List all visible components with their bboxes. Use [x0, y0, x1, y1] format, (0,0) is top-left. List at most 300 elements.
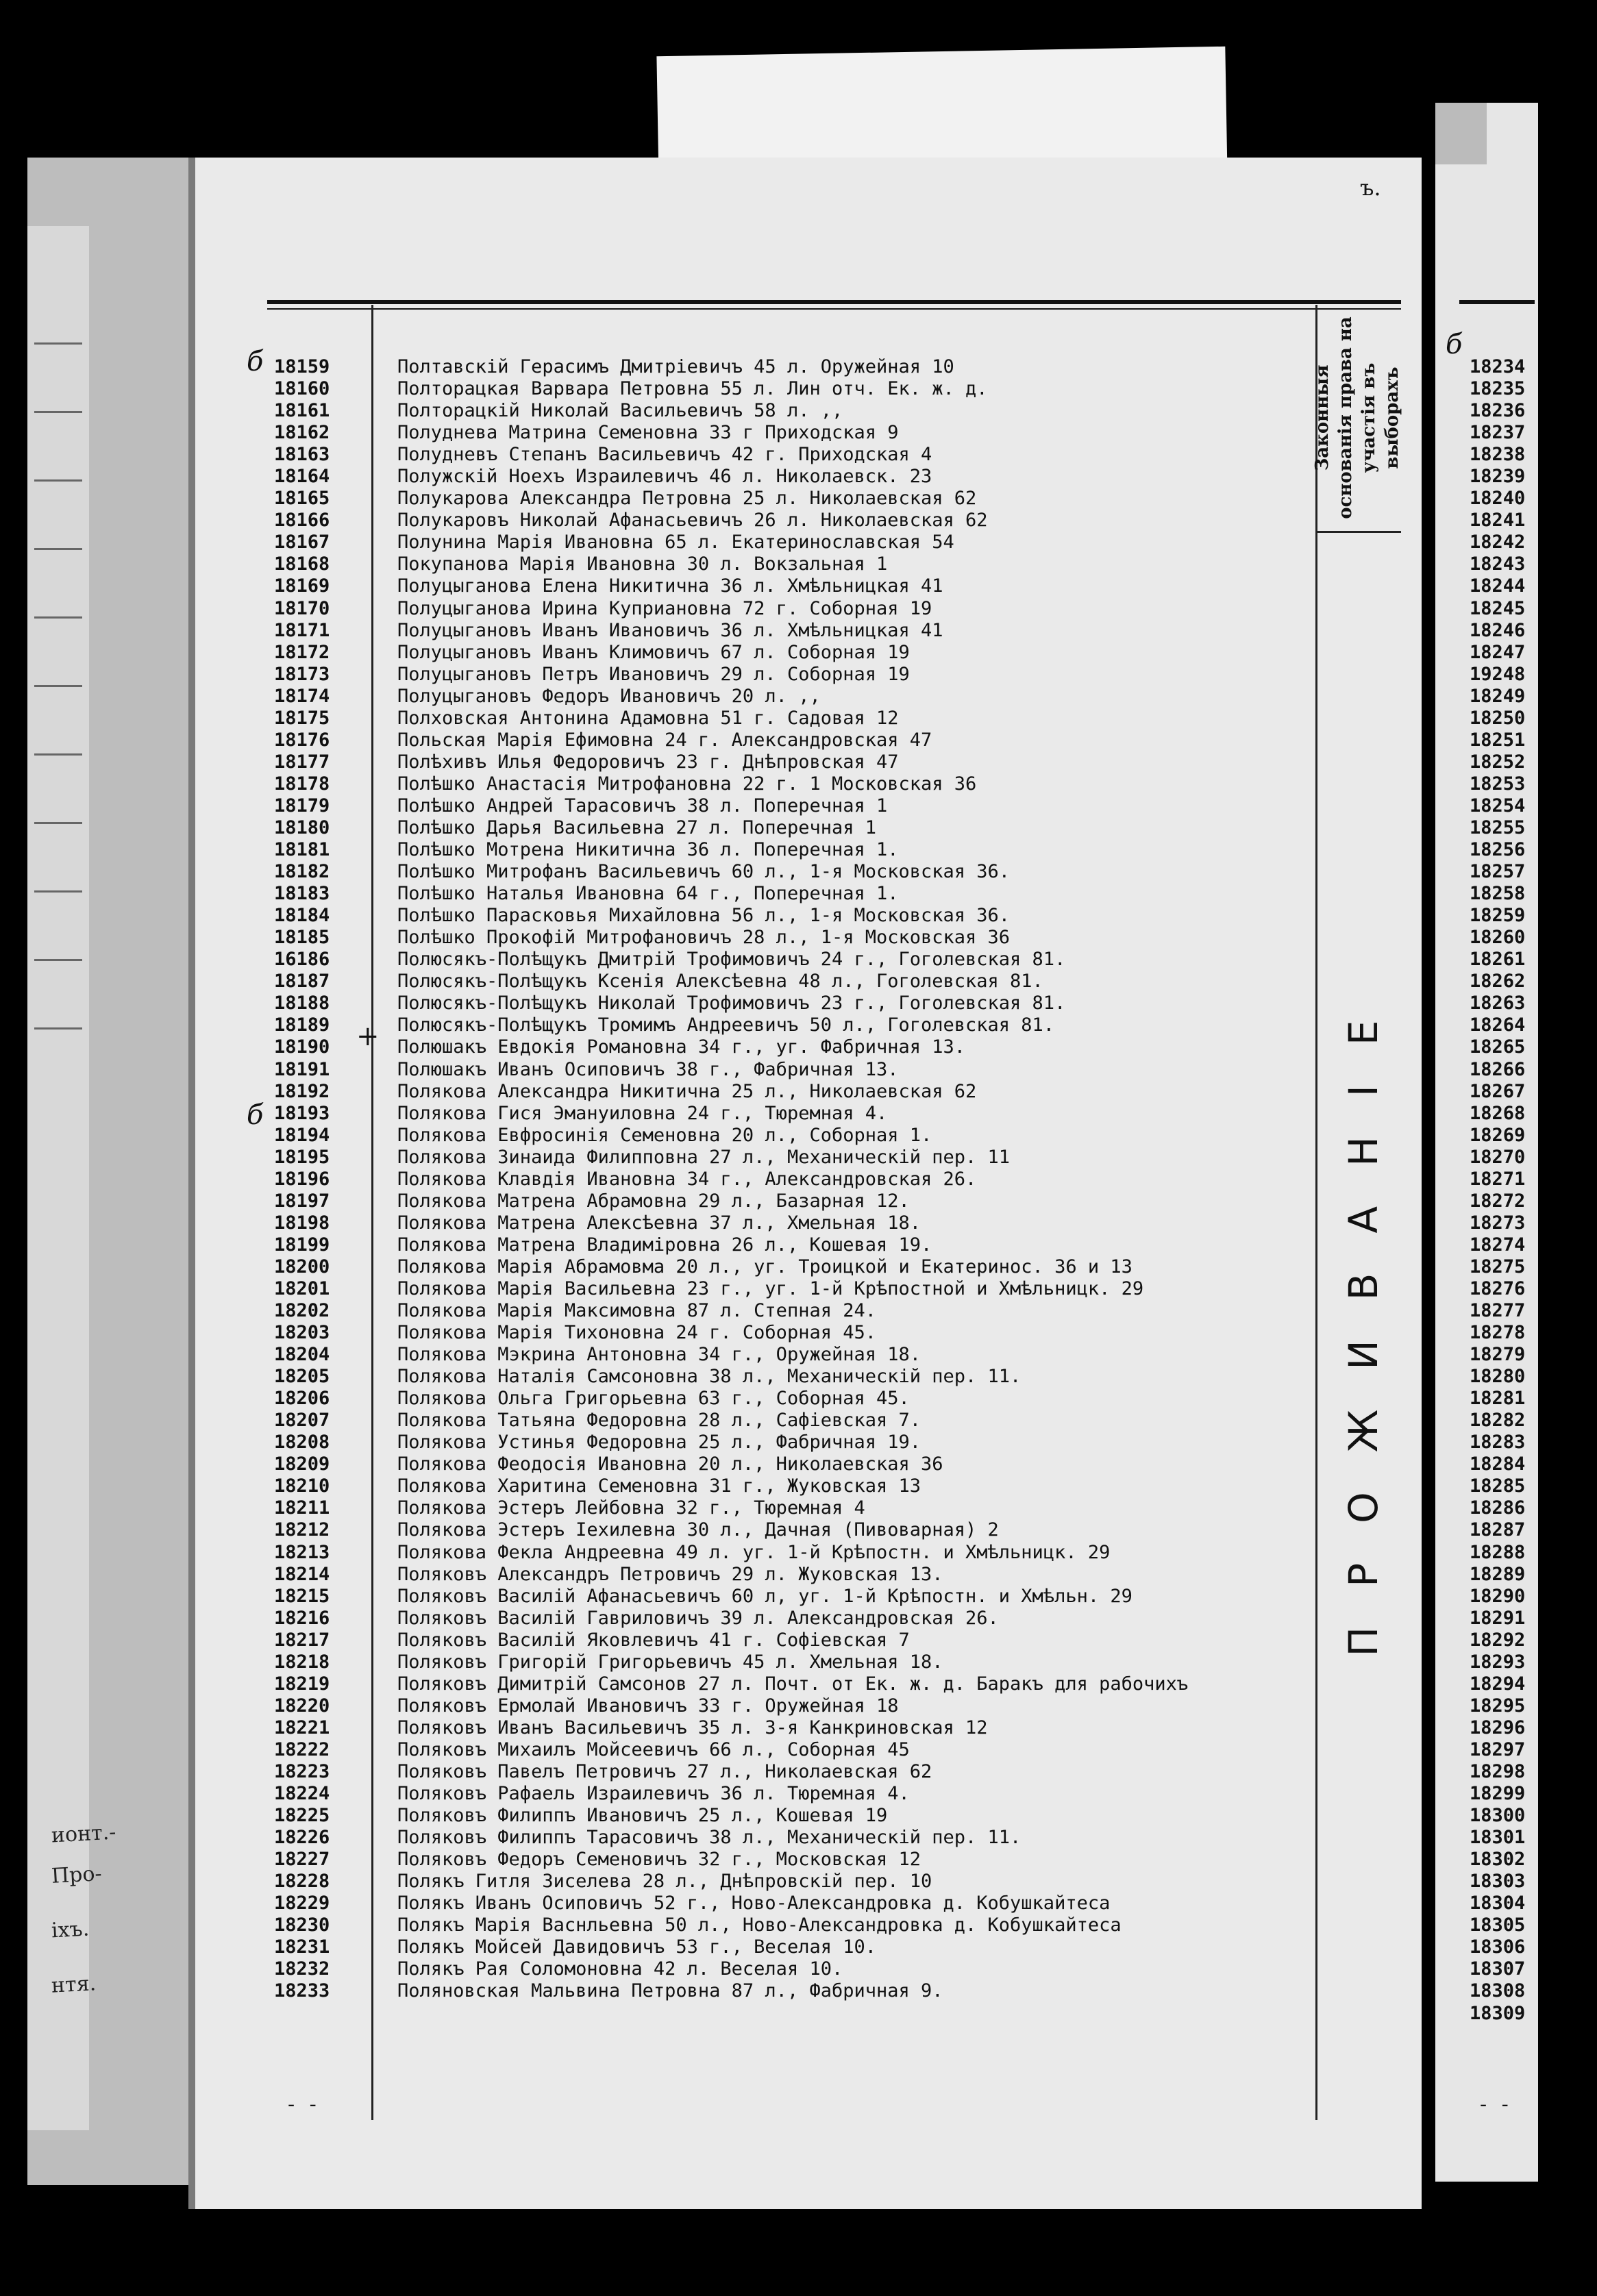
page-edge-line	[34, 685, 82, 687]
right-page-number: 18281	[1470, 1388, 1526, 1410]
right-page-number: 18304	[1470, 1893, 1526, 1914]
right-page-number: 18290	[1470, 1585, 1526, 1607]
right-page-number: 18250	[1470, 707, 1526, 729]
entry-text: Полякова Матрена Абрамовна 29 л., Базарная 12.	[397, 1190, 910, 1212]
list-item	[274, 1344, 1315, 1366]
entry-text: Полуцыганова Ирина Куприановна 72 г. Соборная 19	[397, 597, 932, 619]
residence-vertical-heading	[1329, 788, 1398, 1849]
right-page-number: 18261	[1470, 949, 1526, 971]
entry-number: 18195	[274, 1146, 330, 1168]
entry-text: Полуцыганова Елена Никитична 36 л. Хмѣльницкая 41	[397, 575, 943, 597]
stack-fragment: Про-	[51, 1862, 103, 1888]
list-item	[274, 1410, 1315, 1432]
right-page-number: 18241	[1470, 510, 1526, 532]
pencil-mark: б	[247, 346, 264, 377]
right-page-number: 18235	[1470, 378, 1526, 400]
entry-number: 18221	[274, 1717, 330, 1738]
entry-number: 18193	[274, 1102, 330, 1124]
list-item	[274, 1542, 1315, 1564]
entry-number: 18179	[274, 795, 330, 816]
list-item	[274, 1366, 1315, 1388]
list-item	[274, 664, 1315, 686]
list-item	[274, 466, 1315, 488]
right-page-number: 18242	[1470, 532, 1526, 553]
entry-text: Полтавскій Герасимъ Дмитріевичъ 45 л. Оружейная 10	[397, 356, 954, 377]
entry-text: Полякъ Гитля Зиселева 28 л., Днѣпровскій пер. 10	[397, 1871, 932, 1893]
entry-number: 18199	[274, 1234, 330, 1256]
entry-text: Полѣшко Мотрена Никитична 36 л. Поперечная 1.	[397, 839, 899, 861]
entry-number: 18170	[274, 597, 330, 619]
list-item	[274, 1519, 1315, 1541]
page-edge-line	[34, 342, 82, 345]
list-item	[274, 1761, 1315, 1783]
right-page-number: 18264	[1470, 1014, 1526, 1036]
right-page-number: 18284	[1470, 1453, 1526, 1475]
entry-number: 18201	[274, 1277, 330, 1299]
entry-number: 18188	[274, 993, 330, 1014]
list-item	[274, 839, 1315, 861]
entry-number: 18229	[274, 1893, 330, 1914]
entry-number: 18178	[274, 773, 330, 795]
right-page-number-list	[1470, 356, 1538, 2025]
entry-text: Полякова Марія Максимовна 87 л. Степная 24.	[397, 1300, 876, 1322]
list-item	[274, 553, 1315, 575]
entry-text: Поляковъ Александръ Петровичъ 29 л. Жуковская 13.	[397, 1563, 943, 1585]
right-page-number: 18267	[1470, 1080, 1526, 1102]
entry-text: Полякова Харитина Семеновна 31 г., Жуковская 13	[397, 1475, 921, 1497]
list-item	[274, 1805, 1315, 1827]
page-edge-line	[34, 822, 82, 824]
right-page-number: 18306	[1470, 1936, 1526, 1958]
right-page-number: 18239	[1470, 466, 1526, 488]
list-item	[274, 1651, 1315, 1673]
list-item	[274, 444, 1315, 466]
list-item	[274, 1190, 1315, 1212]
footer-left: - -	[288, 2093, 321, 2117]
list-item	[274, 1059, 1315, 1081]
list-item	[274, 817, 1315, 839]
page-edge-line	[34, 479, 82, 482]
entry-text: Поляновская Мальвина Петровна 87 л., Фабричная 9.	[397, 1980, 943, 2002]
voter-list	[274, 356, 1315, 2003]
entry-number: 18232	[274, 1958, 330, 1980]
entry-text: Полѣшко Дарья Васильевна 27 л. Поперечная 1	[397, 816, 876, 838]
entry-text: Полякова Эстеръ Лейбовна 32 г., Тюремная 4	[397, 1497, 865, 1519]
entry-text: Полякова Марія Абрамовма 20 л., уг. Троицкой и Екатеринос. 36 и 13	[397, 1256, 1132, 1277]
list-item	[274, 1695, 1315, 1717]
right-page-number: 18262	[1470, 971, 1526, 993]
entry-number: 18216	[274, 1607, 330, 1629]
right-page-number: 18256	[1470, 839, 1526, 861]
entry-number: 18166	[274, 510, 330, 532]
right-page-number: 18285	[1470, 1475, 1526, 1497]
right-page-number: 18258	[1470, 883, 1526, 905]
right-page-number: 18300	[1470, 1805, 1526, 1827]
table-top-rule	[267, 300, 1401, 304]
entry-text: Поляковъ Филиппъ Тарасовичъ 38 л., Механическій пер. 11.	[397, 1827, 1022, 1849]
entry-number: 18220	[274, 1695, 330, 1717]
list-item	[274, 1608, 1315, 1630]
entry-text: Полякова Гися Эмануиловна 24 г., Тюремная 4.	[397, 1102, 888, 1124]
entry-text: Полякова Марія Васильевна 23 г., уг. 1-й Крѣпостной и Хмѣльницк. 29	[397, 1277, 1144, 1299]
list-item	[274, 1893, 1315, 1914]
footer-right: - -	[1480, 2093, 1513, 2117]
entry-number: 18169	[274, 575, 330, 597]
list-item	[274, 905, 1315, 927]
list-item	[274, 1125, 1315, 1147]
page-edge-line	[34, 616, 82, 619]
list-item	[274, 642, 1315, 664]
right-page-number: 18279	[1470, 1344, 1526, 1366]
entry-number: 18203	[274, 1322, 330, 1344]
entry-text: Полюшакъ Евдокія Романовна 34 г., уг. Фабричная 13.	[397, 1036, 966, 1058]
right-page-fold	[1435, 103, 1487, 164]
list-item	[274, 532, 1315, 553]
entry-text: Полѣшко Наталья Ивановна 64 г., Поперечная 1.	[397, 883, 899, 905]
entry-number: 18204	[274, 1344, 330, 1366]
entry-number: 18161	[274, 400, 330, 422]
entry-text: Поляковъ Василій Яковлевичъ 41 г. Софіевская 7	[397, 1629, 910, 1651]
entry-text: Полякова Мэкрина Антоновна 34 г., Оружейная 18.	[397, 1344, 921, 1366]
list-item	[274, 1871, 1315, 1893]
list-item	[274, 1081, 1315, 1103]
right-page-number: 18273	[1470, 1212, 1526, 1234]
entry-number: 18205	[274, 1366, 330, 1388]
right-page-number: 18265	[1470, 1036, 1526, 1058]
entry-text: Полунина Марія Ивановна 65 л. Екатеринославская 54	[397, 532, 954, 553]
entry-text: Полукаровъ Николай Афанасьевичъ 26 л. Николаевская 62	[397, 510, 988, 532]
right-page-number: 18282	[1470, 1410, 1526, 1432]
entry-text: Полуцыгановъ Федоръ Ивановичъ 20 л. ,,	[397, 685, 821, 707]
list-item	[274, 993, 1315, 1014]
right-page-number: 18245	[1470, 597, 1526, 619]
list-item	[274, 1256, 1315, 1278]
entry-text: Полякъ Рая Соломоновна 42 л. Веселая 10.	[397, 1958, 843, 1980]
right-page-number: 18270	[1470, 1146, 1526, 1168]
entry-number: 18184	[274, 905, 330, 927]
page-edge-line	[34, 411, 82, 413]
right-page-number: 18243	[1470, 553, 1526, 575]
list-item	[274, 1958, 1315, 1980]
entry-text: Полудневъ Степанъ Васильевичъ 42 г. Приходская 4	[397, 444, 932, 466]
right-page-number: 18244	[1470, 575, 1526, 597]
right-page-number: 18292	[1470, 1629, 1526, 1651]
list-item	[274, 1278, 1315, 1300]
list-item	[274, 620, 1315, 642]
rights-column-heading	[1311, 308, 1402, 527]
entry-text: Полякова Ольга Григорьевна 63 г., Соборная 45.	[397, 1388, 910, 1410]
stack-fragment: iхъ.	[51, 1917, 90, 1943]
list-item	[274, 686, 1315, 708]
entry-text: Полякова Феодосія Ивановна 20 л., Николаевская 36	[397, 1453, 943, 1475]
entry-text: Полякова Матрена Владиміровна 26 л., Кошевая 19.	[397, 1234, 932, 1256]
entry-number: 18180	[274, 816, 330, 838]
entry-text: Полюсякъ-Полѣщукъ Тромимъ Андреевичъ 50 л., Гоголевская 81.	[397, 1014, 1055, 1036]
right-page-number: 18253	[1470, 773, 1526, 795]
entry-number: 18189	[274, 1014, 330, 1036]
list-item	[274, 708, 1315, 729]
right-page-number: 18255	[1470, 816, 1526, 838]
right-page-number: 18254	[1470, 795, 1526, 816]
entry-text: Покупанова Марія Ивановна 30 л. Вокзальная 1	[397, 553, 888, 575]
stack-fragment: ионт.-	[51, 1820, 117, 1848]
right-page-number: 18303	[1470, 1871, 1526, 1893]
right-page-number: 18234	[1470, 356, 1526, 377]
pencil-mark: б	[1446, 329, 1463, 360]
entry-text: Полторацкій Николай Васильевичъ 58 л. ,,	[397, 400, 843, 422]
right-page-number: 18305	[1470, 1914, 1526, 1936]
right-page-number: 18252	[1470, 751, 1526, 773]
right-page-number: 18307	[1470, 1958, 1526, 1980]
list-item	[274, 1322, 1315, 1344]
pencil-mark: б	[247, 1099, 264, 1131]
entry-number: 18172	[274, 641, 330, 663]
right-page-number: 18277	[1470, 1300, 1526, 1322]
right-page-number: 18301	[1470, 1827, 1526, 1849]
list-item	[274, 1914, 1315, 1936]
entry-number: 18206	[274, 1388, 330, 1410]
list-item	[274, 1717, 1315, 1739]
entry-text: Поляковъ Иванъ Васильевичъ 35 л. 3-я Канкриновская 12	[397, 1717, 988, 1738]
list-item	[274, 949, 1315, 971]
entry-number: 18181	[274, 839, 330, 861]
right-page-number: 18298	[1470, 1761, 1526, 1782]
right-page-number: 18296	[1470, 1717, 1526, 1738]
list-item	[274, 1673, 1315, 1695]
right-page-number: 18286	[1470, 1497, 1526, 1519]
right-page-number: 18268	[1470, 1102, 1526, 1124]
entry-number: 18202	[274, 1300, 330, 1322]
list-item	[274, 1388, 1315, 1410]
right-page-number: 18236	[1470, 400, 1526, 422]
right-page-number: 18276	[1470, 1277, 1526, 1299]
right-page-number: 18274	[1470, 1234, 1526, 1256]
right-page-number: 18302	[1470, 1849, 1526, 1871]
pencil-cross-mark: +	[356, 1021, 380, 1052]
entry-number: 18190	[274, 1036, 330, 1058]
entry-number: 18209	[274, 1453, 330, 1475]
rights-column-heading-text: Законныя основанія права на участія въ выборахъ	[1311, 316, 1402, 519]
entry-number: 18200	[274, 1256, 330, 1277]
entry-number: 18225	[274, 1805, 330, 1827]
entry-number: 18174	[274, 685, 330, 707]
right-page-number: 18272	[1470, 1190, 1526, 1212]
list-item	[274, 1936, 1315, 1958]
list-item	[274, 1497, 1315, 1519]
entry-number: 18219	[274, 1673, 330, 1695]
entry-text: Полякова Александра Никитична 25 л., Николаевская 62	[397, 1080, 977, 1102]
entry-text: Полуцыгановъ Петръ Ивановичъ 29 л. Соборная 19	[397, 663, 910, 685]
entry-text: Полякова Устинья Федоровна 25 л., Фабричная 19.	[397, 1432, 921, 1453]
right-page-number: 18283	[1470, 1432, 1526, 1453]
entry-number: 18175	[274, 707, 330, 729]
entry-number: 18192	[274, 1080, 330, 1102]
entry-text: Поляковъ Павелъ Петровичъ 27 л., Николаевская 62	[397, 1761, 932, 1782]
entry-number: 18211	[274, 1497, 330, 1519]
list-item	[274, 1739, 1315, 1761]
entry-number: 18212	[274, 1519, 330, 1541]
entry-number: 18213	[274, 1541, 330, 1563]
list-item	[274, 1147, 1315, 1169]
right-page-number: 18260	[1470, 927, 1526, 949]
entry-number: 18173	[274, 663, 330, 685]
entry-number: 18183	[274, 883, 330, 905]
entry-number: 18226	[274, 1827, 330, 1849]
right-page-number: 18297	[1470, 1738, 1526, 1760]
right-page-top-rule	[1459, 300, 1535, 304]
list-item	[274, 1212, 1315, 1234]
list-item	[274, 575, 1315, 597]
right-page-number: 18280	[1470, 1366, 1526, 1388]
list-item	[274, 1103, 1315, 1125]
entry-text: Поляковъ Федоръ Семеновичъ 32 г., Московская 12	[397, 1849, 921, 1871]
entry-number: 18223	[274, 1761, 330, 1782]
list-item	[274, 378, 1315, 400]
entry-text: Поляковъ Рафаель Израилевичъ 36 л. Тюремная 4.	[397, 1783, 910, 1805]
entry-text: Полякова Татьяна Федоровна 28 л., Сафіевская 7.	[397, 1410, 921, 1432]
entry-text: Поляковъ Филиппъ Ивановичъ 25 л., Кошевая 19	[397, 1805, 888, 1827]
entry-number: 18160	[274, 378, 330, 400]
entry-number: 18207	[274, 1410, 330, 1432]
entry-text: Полякъ Иванъ Осиповичъ 52 г., Ново-Александровка д. Кобушкайтеса	[397, 1893, 1111, 1914]
list-item	[274, 1036, 1315, 1058]
entry-text: Полховская Антонина Адамовна 51 г. Садовая 12	[397, 707, 899, 729]
entry-text: Поляковъ Михаилъ Мойсеевичъ 66 л., Соборная 45	[397, 1738, 910, 1760]
list-item	[274, 356, 1315, 378]
entry-text: Полякова Зинаида Филипповна 27 л., Механическій пер. 11	[397, 1146, 1011, 1168]
right-page-number: 18275	[1470, 1256, 1526, 1277]
entry-text: Полякова Эстеръ Іехилевна 30 л., Дачная (Пивоварная) 2	[397, 1519, 999, 1541]
entry-text: Полторацкая Варвара Петровна 55 л. Лин отч. Ек. ж. д.	[397, 378, 988, 400]
entry-number: 18210	[274, 1475, 330, 1497]
list-item	[274, 971, 1315, 993]
entry-text: Поляковъ Василій Афанасьевичъ 60 л, уг. 1-й Крѣпостн. и Хмѣльн. 29	[397, 1585, 1132, 1607]
right-page-number: 18247	[1470, 641, 1526, 663]
entry-text: Полуцыгановъ Иванъ Климовичъ 67 л. Соборная 19	[397, 641, 910, 663]
entry-text: Полѣшко Прокофій Митрофановичъ 28 л., 1-я Московская 36	[397, 927, 1011, 949]
list-item	[274, 1980, 1315, 2002]
entry-number: 18222	[274, 1738, 330, 1760]
entry-text: Полѣшко Парасковья Михайловна 56 л., 1-я Московская 36.	[397, 905, 1011, 927]
entry-number: 18163	[274, 444, 330, 466]
right-page-number: 18251	[1470, 729, 1526, 751]
page-edge-line	[34, 753, 82, 756]
list-item	[274, 488, 1315, 510]
entry-number: 18165	[274, 488, 330, 510]
list-item	[274, 751, 1315, 773]
entry-number: 18228	[274, 1871, 330, 1893]
list-item	[274, 400, 1315, 422]
entry-number: 18159	[274, 356, 330, 377]
entry-number: 18227	[274, 1849, 330, 1871]
entry-text: Полюсякъ-Полѣщукъ Николай Трофимовичъ 23 г., Гоголевская 81.	[397, 993, 1066, 1014]
entry-text: Полюсякъ-Полѣщукъ Ксенія Алексѣевна 48 л., Гоголевская 81.	[397, 971, 1043, 993]
entry-text: Полякова Матрена Алексѣевна 37 л., Хмельная 18.	[397, 1212, 921, 1234]
entry-number: 18177	[274, 751, 330, 773]
right-page-number: 18291	[1470, 1607, 1526, 1629]
page-edge-line	[34, 1027, 82, 1030]
entry-number: 18230	[274, 1914, 330, 1936]
list-item	[274, 510, 1315, 532]
list-item	[274, 1630, 1315, 1651]
entry-text: Полякъ Мойсей Давидовичъ 53 г., Веселая 10.	[397, 1936, 876, 1958]
entry-text: Поляковъ Димитрій Самсонов 27 л. Почт. от Ек. ж. д. Баракъ для рабочихъ	[397, 1673, 1189, 1695]
entry-number: 18214	[274, 1563, 330, 1585]
entry-number: 18217	[274, 1629, 330, 1651]
entry-text: Полякова Марія Тихоновна 24 г. Соборная 45.	[397, 1322, 876, 1344]
stack-fragment: нтя.	[51, 1971, 97, 1998]
entry-text: Полякова Наталія Самсоновна 38 л., Механическій пер. 11.	[397, 1366, 1022, 1388]
list-item	[274, 773, 1315, 795]
list-item	[274, 861, 1315, 883]
entry-text: Полякъ Марія Васнльевна 50 л., Ново-Александровка д. Кобушкайтеса	[397, 1914, 1122, 1936]
entry-number: 18194	[274, 1124, 330, 1146]
entry-number: 18185	[274, 927, 330, 949]
entry-text: Полуднева Матрина Семеновна 33 г Приходская 9	[397, 422, 899, 444]
entry-number: 18191	[274, 1058, 330, 1080]
right-page-number: 18246	[1470, 619, 1526, 641]
right-page-number: 18308	[1470, 1980, 1526, 2002]
entry-number: 18187	[274, 971, 330, 993]
entry-text: Полужскій Ноехъ Израилевичъ 46 л. Николаевск. 23	[397, 466, 932, 488]
list-item	[274, 1234, 1315, 1256]
rights-column-rule	[1315, 305, 1317, 2120]
entry-number: 18231	[274, 1936, 330, 1958]
page-edge-line	[34, 548, 82, 550]
entry-number: 18164	[274, 466, 330, 488]
entry-number: 18198	[274, 1212, 330, 1234]
entry-text: Полякова Клавдія Ивановна 34 г., Александровская 26.	[397, 1168, 977, 1190]
entry-text: Полюшакъ Иванъ Осиповичъ 38 г., Фабричная 13.	[397, 1058, 899, 1080]
right-page-number: 18289	[1470, 1563, 1526, 1585]
entry-text: Полукарова Александра Петровна 25 л. Николаевская 62	[397, 488, 977, 510]
list-item	[274, 422, 1315, 444]
entry-text: Полякова Фекла Андреевна 49 л. уг. 1-й Крѣпостн. и Хмѣльницк. 29	[397, 1541, 1111, 1563]
right-page-number: 18259	[1470, 905, 1526, 927]
entry-number: 16186	[274, 949, 330, 971]
list-item	[274, 1475, 1315, 1497]
entry-text: Поляковъ Григорій Григорьевичъ 45 л. Хмельная 18.	[397, 1651, 943, 1673]
list-item	[274, 1783, 1315, 1805]
right-page-number: 18269	[1470, 1124, 1526, 1146]
page-edge-line	[34, 959, 82, 961]
entry-text: Полѣшко Анастасія Митрофановна 22 г. 1 Московская 36	[397, 773, 977, 795]
entry-number: 18224	[274, 1783, 330, 1805]
right-page-number: 18278	[1470, 1322, 1526, 1344]
list-item	[274, 1849, 1315, 1871]
right-page-number: 18263	[1470, 993, 1526, 1014]
entry-text: Полуцыгановъ Иванъ Ивановичъ 36 л. Хмѣльницкая 41	[397, 619, 943, 641]
entry-text: Полѣшко Андрей Тарасовичъ 38 л. Поперечная 1	[397, 795, 888, 816]
list-item	[274, 1453, 1315, 1475]
entry-number: 18176	[274, 729, 330, 751]
right-page-number: 19248	[1470, 663, 1526, 685]
right-page-number: 18249	[1470, 685, 1526, 707]
list-item	[274, 1564, 1315, 1586]
residence-heading-text: ПРОЖИВАНІЕ	[1340, 980, 1387, 1657]
right-page-number: 18294	[1470, 1673, 1526, 1695]
entry-text: Поляковъ Василій Гавриловичъ 39 л. Александровская 26.	[397, 1607, 999, 1629]
list-item	[274, 1827, 1315, 1849]
right-page-number: 18271	[1470, 1168, 1526, 1190]
list-item	[274, 1586, 1315, 1608]
entry-number: 18196	[274, 1168, 330, 1190]
entry-text: Полѣхивъ Илья Федоровичъ 23 г. Днѣпровская 47	[397, 751, 899, 773]
heading-rule	[1315, 531, 1401, 533]
right-page-number: 18309	[1470, 2002, 1526, 2024]
right-page-number: 18288	[1470, 1541, 1526, 1563]
list-item	[274, 598, 1315, 620]
